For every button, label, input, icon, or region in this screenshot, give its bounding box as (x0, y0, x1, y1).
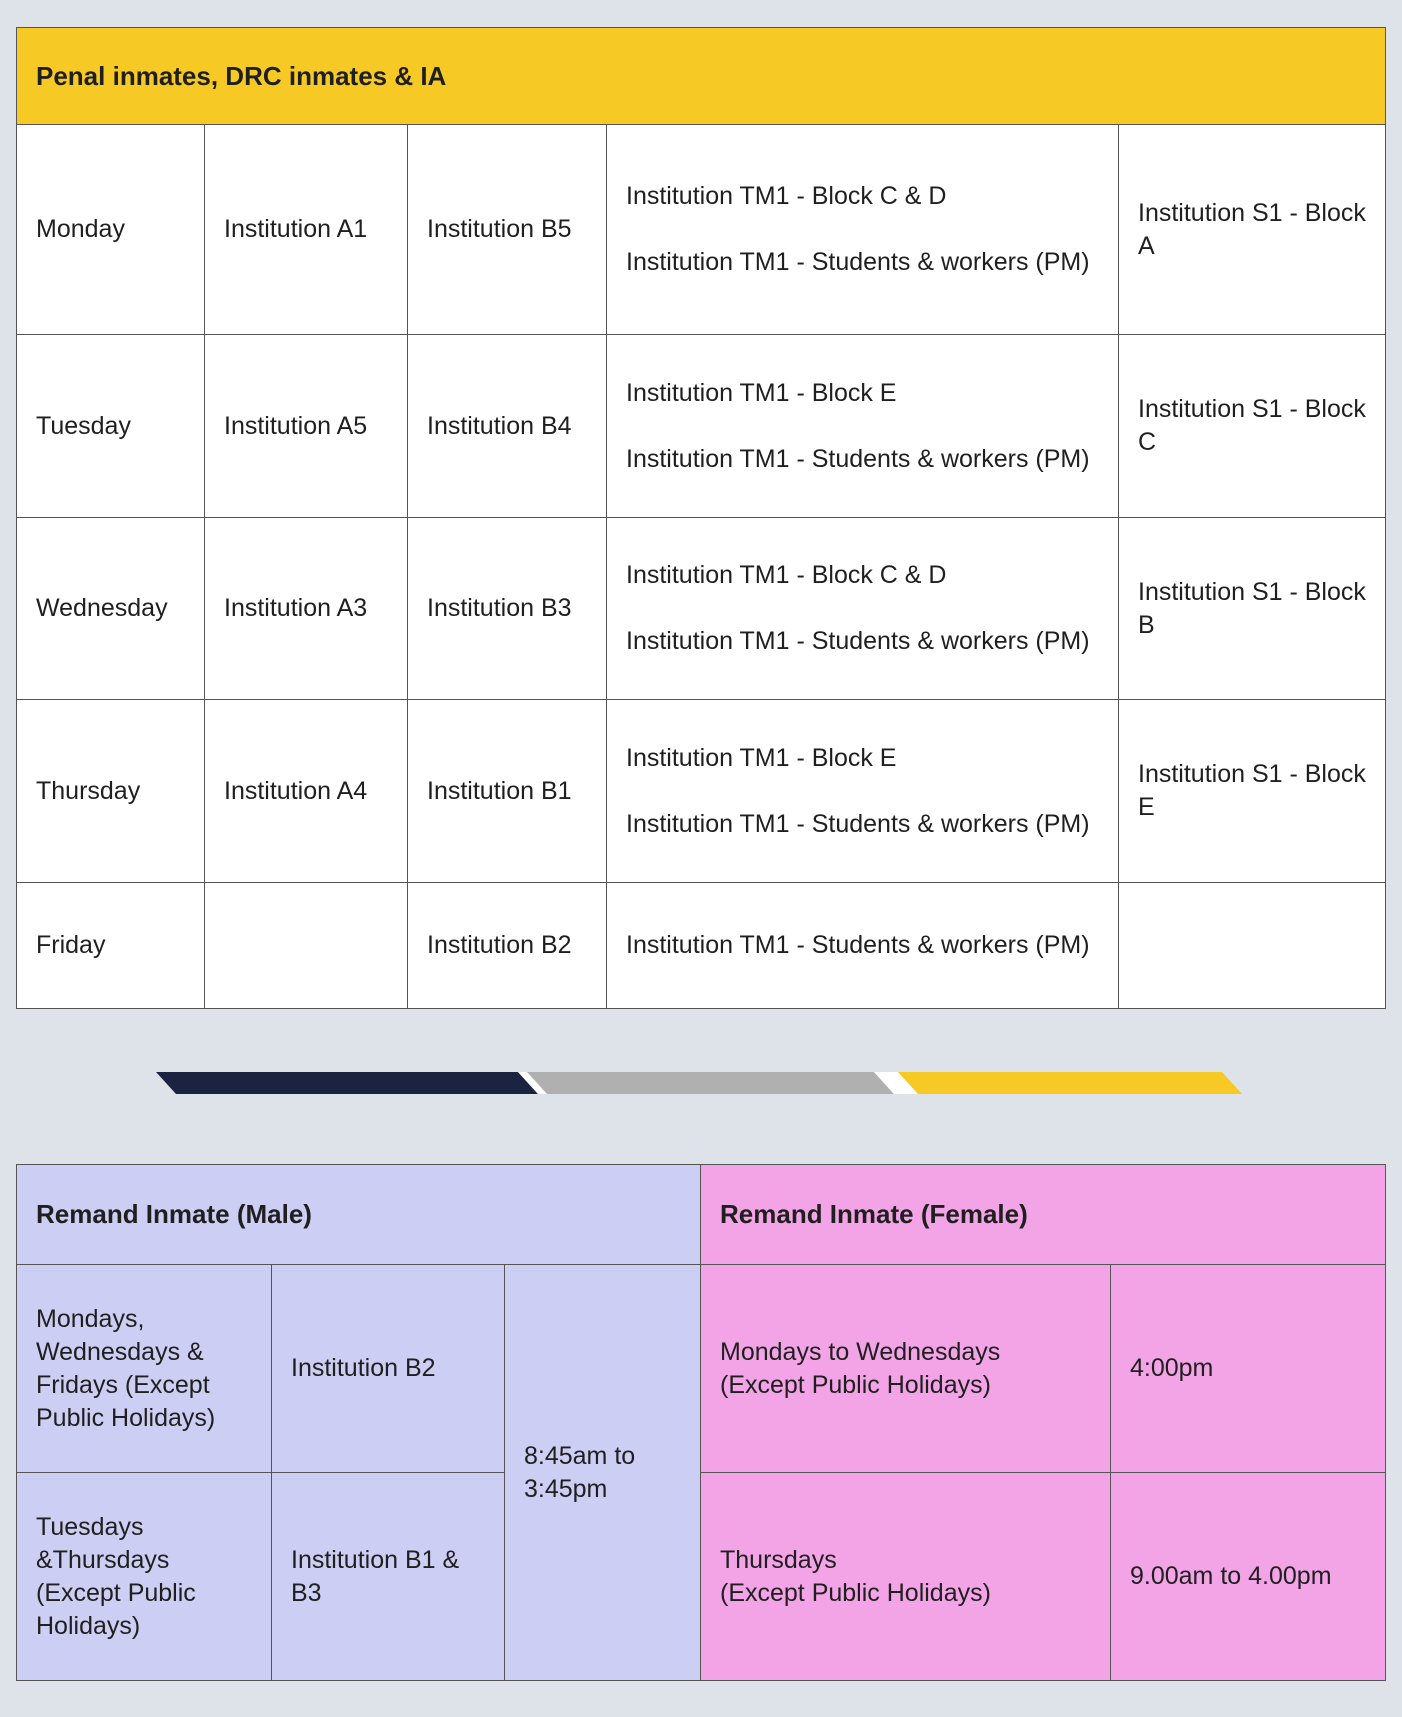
table-row (17, 700, 1386, 883)
male-institution-cell: Institution B1 & B3 (272, 1473, 505, 1681)
day-cell: Wednesday (17, 518, 205, 700)
table-row (17, 883, 1386, 1009)
day-cell: Monday (17, 125, 205, 335)
tm1-line: Institution TM1 - Block E (626, 743, 897, 772)
institution-s1-cell (1119, 883, 1386, 1009)
institution-tm1-cell (607, 518, 1119, 700)
remand-female-title: Remand Inmate (Female) (701, 1165, 1386, 1265)
tm1-line: Institution TM1 - Students & workers (PM) (626, 809, 1090, 838)
institution-tm1-cell (607, 335, 1119, 518)
table-row (17, 125, 1386, 335)
institution-s1-cell: Institution S1 - Block E (1119, 700, 1386, 883)
remand-header-row (17, 1165, 1386, 1265)
table-row (17, 518, 1386, 700)
tm1-line: Institution TM1 - Block E (626, 378, 897, 407)
institution-b-cell: Institution B2 (408, 883, 607, 1009)
male-institution-cell: Institution B2 (272, 1265, 505, 1473)
penal-header-row (17, 28, 1386, 125)
institution-s1-cell: Institution S1 - Block B (1119, 518, 1386, 700)
institution-a-cell: Institution A3 (205, 518, 408, 700)
day-cell: Tuesday (17, 335, 205, 518)
institution-s1-cell: Institution S1 - Block C (1119, 335, 1386, 518)
divider-navy-segment (156, 1072, 538, 1094)
institution-a-cell: Institution A1 (205, 125, 408, 335)
female-time-cell: 9.00am to 4.00pm (1111, 1473, 1386, 1681)
female-days-line: Thursdays (720, 1545, 837, 1574)
remand-schedule-table (16, 1164, 1386, 1681)
male-days-cell: Mondays, Wednesdays & Fridays (Except Public Holidays) (17, 1265, 272, 1473)
female-time-cell: 4:00pm (1111, 1265, 1386, 1473)
institution-b-cell: Institution B1 (408, 700, 607, 883)
table-row (17, 1473, 1386, 1681)
tm1-line: Institution TM1 - Block C & D (626, 182, 947, 210)
female-days-cell (701, 1473, 1111, 1681)
tm1-line: Institution TM1 - Students & workers (PM) (626, 931, 1090, 959)
table-row (17, 1265, 1386, 1473)
institution-a-cell (205, 883, 408, 1009)
male-days-cell: Tuesdays &Thursdays (Except Public Holidays) (17, 1473, 272, 1681)
penal-schedule-table (16, 27, 1386, 1009)
tm1-line: Institution TM1 - Block C & D (626, 561, 947, 589)
male-time-cell: 8:45am to 3:45pm (505, 1265, 701, 1681)
institution-tm1-cell (607, 700, 1119, 883)
female-days-line: (Except Public Holidays) (720, 1578, 991, 1607)
divider-yellow-segment (898, 1072, 1242, 1094)
table-row (17, 335, 1386, 518)
day-cell: Thursday (17, 700, 205, 883)
day-cell: Friday (17, 883, 205, 1009)
tm1-line: Institution TM1 - Students & workers (PM) (626, 444, 1090, 473)
institution-b-cell: Institution B5 (408, 125, 607, 335)
section-divider (156, 1072, 1242, 1094)
institution-b-cell: Institution B4 (408, 335, 607, 518)
remand-male-title: Remand Inmate (Male) (17, 1165, 701, 1265)
institution-s1-cell: Institution S1 - Block A (1119, 125, 1386, 335)
institution-a-cell: Institution A4 (205, 700, 408, 883)
institution-tm1-cell (607, 883, 1119, 1009)
female-days-cell: Mondays to Wednesdays (Except Public Holidays) (701, 1265, 1111, 1473)
institution-tm1-cell (607, 125, 1119, 335)
institution-a-cell: Institution A5 (205, 335, 408, 518)
tm1-line: Institution TM1 - Students & workers (PM) (626, 248, 1090, 276)
penal-table-title: Penal inmates, DRC inmates & IA (17, 28, 1386, 125)
tm1-line: Institution TM1 - Students & workers (PM) (626, 627, 1090, 655)
institution-b-cell: Institution B3 (408, 518, 607, 700)
divider-gray-segment (527, 1072, 894, 1094)
